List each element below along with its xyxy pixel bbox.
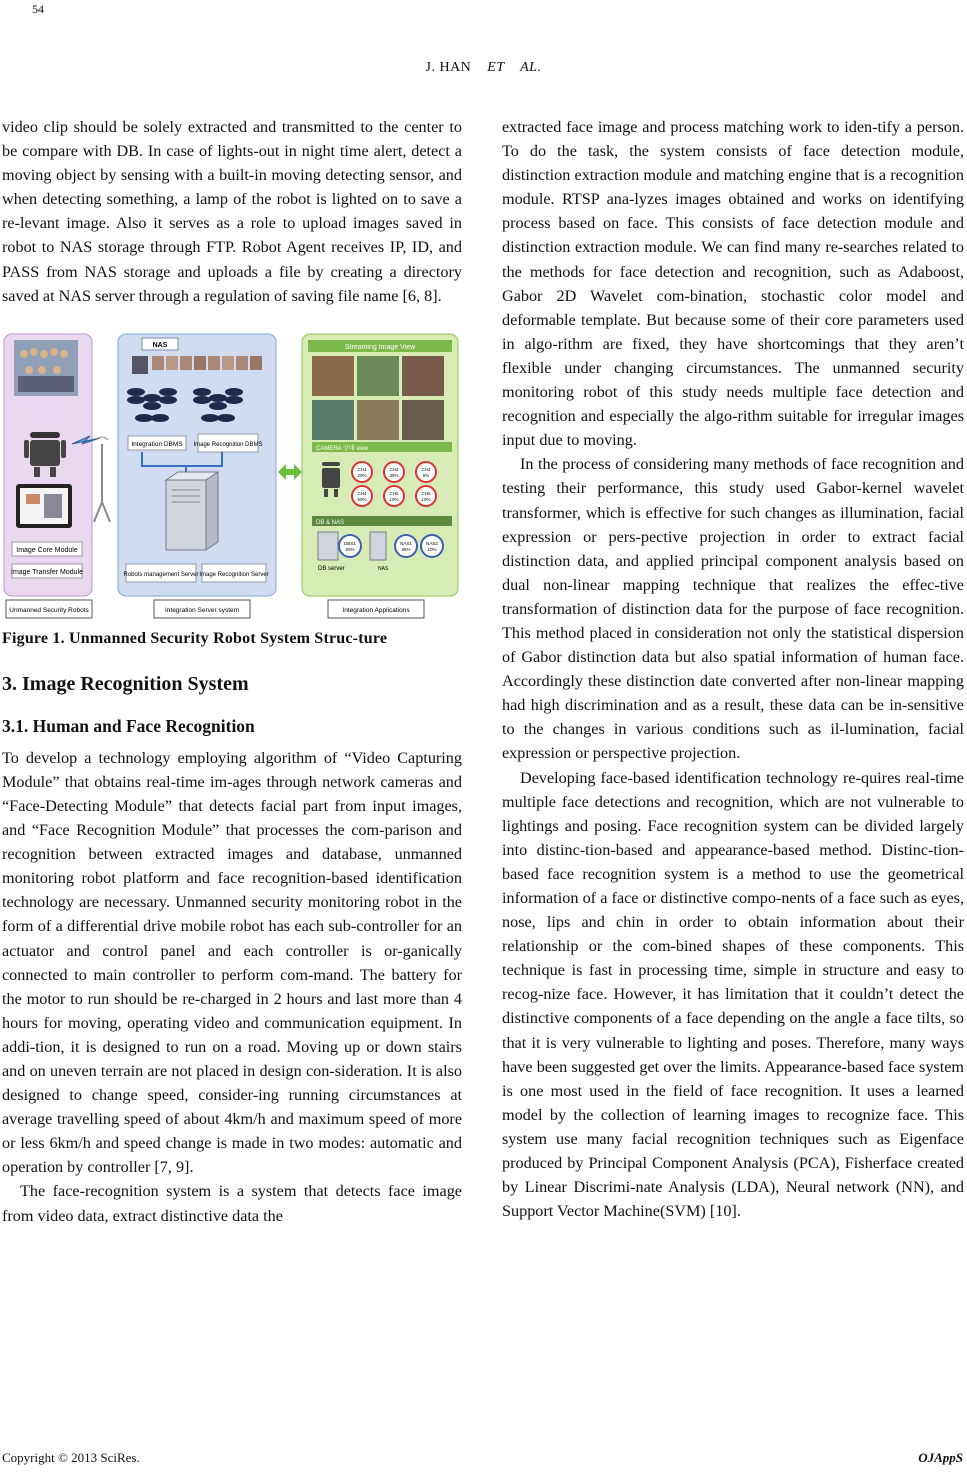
image-core-module-label: Image Core Module: [16, 546, 78, 554]
section-heading: 3. Image Recognition System: [2, 672, 249, 695]
camera-label: CAMERA 상태 view: [316, 445, 369, 452]
storage-value: 10%: [427, 546, 437, 552]
storage-value: 20%: [345, 546, 355, 552]
channel-gauge: [416, 462, 436, 482]
storage-name: NAS1: [400, 540, 412, 546]
storage-value: 35%: [401, 546, 411, 552]
channel-value: 20%: [357, 472, 367, 478]
subsection-heading: 3.1. Human and Face Recognition: [2, 715, 255, 736]
bottom-label-applications: Integration Applications: [342, 606, 410, 614]
server-tower-icon: [166, 472, 218, 550]
integration-dbms-label: Integration DBMS: [131, 440, 183, 448]
channel-gauge: [416, 486, 436, 506]
channel-value: 10%: [421, 496, 431, 502]
antenna-icon: [94, 437, 110, 522]
channel-gauge: [352, 486, 372, 506]
image-recognition-dbms-label: Image Recognition DBMS: [193, 441, 263, 448]
robots-management-server-label: Robots management Server: [123, 571, 199, 578]
storage-gauge: [395, 535, 417, 557]
image-recognition-server-label: Image Recognition Server: [199, 571, 269, 578]
right-paragraph-2: In the process of considering many methods of face recognition and testing their performance, this study used Gabor-kernel wavelet transformer, which is effective for such changes as illumination, facial expression or pers-pective projection in order to extract facial distinction data, and applied principal component analysis based on dual non-linear mapping technique that realizes the effec-tive transformation of distinction data for the purpose of face recognition. This method placed in consideration not only the statistical dispersion of Gabor distinction data but also spatial information of human face. Accordingly these distinction date converted after non-linear mapping had high discrimination and as a result, these data can be in-sensitive to the changes in various conditions such as il-lumination, facial expression or perspective projection.: [502, 455, 964, 763]
streaming-title: Streaming Image View: [344, 343, 416, 351]
channel-name: CH2: [389, 466, 399, 472]
running-head: [0, 60, 967, 76]
bidirectional-arrow-icon: [278, 464, 302, 480]
storage-name: NAS2: [426, 540, 438, 546]
image-transfer-module-label: Image Transfer Module: [11, 568, 83, 576]
figure-1-diagram: [2, 332, 462, 628]
storage-gauge: [421, 535, 443, 557]
channel-value: 10%: [389, 496, 399, 502]
nas-label: NAS: [152, 341, 168, 349]
tablet-icon: [16, 484, 72, 528]
channel-name: CH1: [357, 466, 367, 472]
right-column: [502, 115, 964, 1223]
storage-name: DBS1: [344, 540, 356, 546]
channel-value: 50%: [357, 496, 367, 502]
figure-1: [2, 332, 462, 628]
left-paragraph-1: To develop a technology employing algorithm of “Video Capturing Module” that obtains real-time im-ages through network cameras and “Face-Detecting Module” that detects facial part from input images, and “Face Recognition Module” that processes the com-parison and recognition between extracted images and database, unmanned monitoring robot platform and face recognition-based identification technology are necessary. Unmanned security monitoring robot in the form of a differential drive mobile robot has each sub-controller for an actuator and control panel and each controller is or-ganically connected to main controller to perform com-mand. The battery for the motor to run should be re-charged in 2 hours and last more than 4 hours for moving, operating video and communication equipment. In addi-tion, it is designed to run on a road. Moving up or down stairs and on uneven terrain are not placed in design con-sideration. It is also designed to change speed, consider-ing running circumstances at average travelling speed of about 4km/h and maximum speed of more or less 6km/h and speed change is made in two modes: automatic and operation by controller [7, 9].: [2, 748, 462, 1177]
left-paragraph-2: The face-recognition system is a system that detects face image from video data, extract distinctive data the: [2, 1182, 462, 1225]
footer-journal: OJAppS: [918, 1450, 963, 1465]
channel-gauge: [352, 462, 372, 482]
channel-gauge: [384, 462, 404, 482]
channel-name: CH6: [421, 490, 431, 496]
footer-copyright: Copyright © 2013 SciRes.: [2, 1450, 140, 1465]
channel-name: CH3: [421, 466, 431, 472]
db-server-label: DB server: [318, 565, 345, 572]
figure-caption: Figure 1. Unmanned Security Robot System Struc-ture: [2, 629, 388, 647]
channel-value: 5%: [422, 472, 430, 478]
right-paragraph-3: Developing face-based identification technology re-quires real-time multiple face detections and recognition, which are not vulnerable to lightings and posing. Face recognition system can be divided largely into distinc-tion-based and appearance-based method. Distinc-tion-based face recognition system is a method to use the geometrical information of a face or distinctive compo-nents of a face such as eyes, nose, lips and chin in order to obtain information about their relationship or the com-bined shapes of these components. This technique is fast in processing time, simple in structure and easy to recog-nize face. However, it has limitation that it couldn’t detect the distinctive components of a face depending on the angle a face tilts, so that it is very vulnerable to lighting and poses. Therefore, many ways have been suggested get over the limits. Appearance-based face system is one most used in the field of face recognition. It uses a learned model by the collection of learning images to recognize face. This system use many facial recognition techniques such as Eigenface produced by Principal Component Analysis (PCA), Fisherface created by Linear Discrimi-nate Analysis (LDA), Neural network (NN), and Support Vector Machine(SVM) [10].: [502, 768, 964, 1221]
bottom-label-server: Integration Server system: [164, 606, 240, 614]
storage-gauge: [339, 535, 361, 557]
intro-paragraph: video clip should be solely extracted and transmitted to the center to be compare with DB. In case of lights-out in night time alert, detect a moving object by sensing with a built-in moving detecting sensor, and when detecting something, a lamp of the robot is lighted on to save a re-levant image. Also it serves as a role to upload images saved in robot to NAS storage through FTP. Robot Agent receives IP, ID, and PASS from NAS storage and uploads a file by creating a directory saved at NAS server through a regulation of saving file name [6, 8].: [2, 118, 462, 305]
channel-name: CH5: [389, 490, 399, 496]
db-nas-label: DB & NAS: [316, 519, 345, 526]
nas-storage-label: NAS: [378, 565, 389, 572]
left-column: [2, 115, 462, 1228]
running-head-author: J. HAN: [425, 60, 472, 75]
page-number: 54: [32, 2, 44, 16]
channel-value: 35%: [389, 472, 399, 478]
right-paragraph-1: extracted face image and process matching work to iden-tify a person. To do the task, the system consists of face detection module, distinction extraction module and matching engine that is a recognition module. RTSP ana-lyzes images obtained and works on identifying process based on face. This consists of face detection module and distinction extraction module. We can find many re-searches related to the methods for face detection and recognition, such as Adaboost, Gabor 2D Wavelet com-bination, stochastic color model and deformable template. But because some of their core parameters used in algo-rithm are fixed, they have shortcomings that they aren’t flexible under changing circumstances. The unmanned security monitoring robot of this study needs multiple face detection and recognition and especially the algo-rithm suitable for irregular images input due to moving.: [502, 118, 964, 450]
channel-name: CH4: [357, 490, 367, 496]
running-head-et-al: ET AL.: [487, 60, 542, 75]
channel-gauge: [384, 486, 404, 506]
bottom-label-robots: Unmanned Security Robots: [9, 606, 89, 614]
